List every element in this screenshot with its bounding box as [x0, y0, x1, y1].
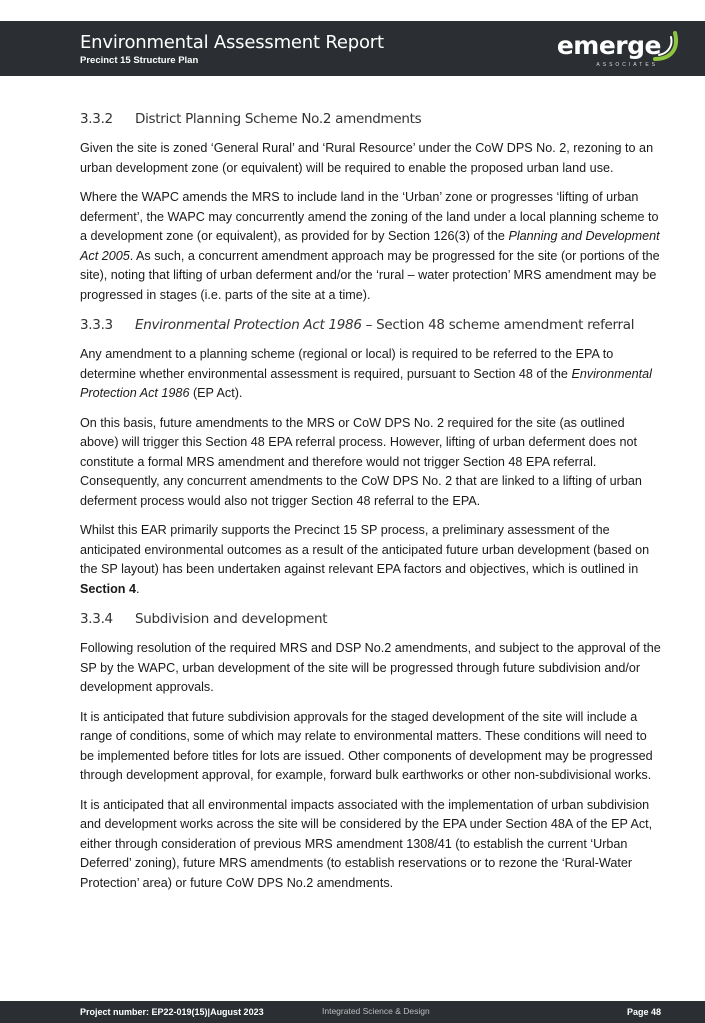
text-run: Any amendment to a planning scheme (regional or local) is required to be referred to the EPA to determine whether environmental assessment is required, pursuant to Section 48 of the: [80, 347, 614, 381]
text-run: – Section 48 scheme amendment referral: [361, 317, 635, 333]
section-title: District Planning Scheme No.2 amendments: [135, 111, 422, 127]
paragraph: [80, 345, 662, 404]
text-run: .: [136, 581, 140, 596]
paragraph: [80, 188, 662, 305]
act-citation: Planning and Development Act 2005: [80, 229, 660, 263]
report-body: [80, 106, 662, 893]
project-number: Project number: EP22-019(15)|August 2023: [80, 1007, 264, 1017]
page-number: Page 48: [626, 1007, 661, 1017]
emerge-logo: [556, 29, 689, 69]
section-heading-3-3-4: [80, 608, 662, 630]
logo-swoosh-icon: [649, 29, 683, 65]
paragraph: It is anticipated that all environmental impacts associated with the implementation of urban subdivision and development works across the site will be considered by the EPA under Section 48A of the EP Act, either through consideration of previous MRS amendment 1308/41 (to establish the current ‘Urban Deferred’ zoning), future MRS amendments (to establish reservations or to rezone the ‘Rural-Water Protection’ area) or future CoW DPS No.2 amendments.: [80, 797, 653, 890]
section-heading-3-3-3: [80, 314, 662, 336]
footer-tagline: Integrated Science & Design: [322, 1006, 430, 1016]
section-reference: Section 4: [80, 581, 136, 596]
paragraph: [80, 521, 662, 599]
page-footer: [0, 1001, 705, 1023]
act-citation: Environmental Protection Act 1986: [80, 366, 652, 400]
section-number: 3.3.2: [80, 111, 113, 127]
paragraph: Following resolution of the required MRS and DSP No.2 amendments, and subject to the approval of the SP by the WAPC, urban development of the site will be progressed through future subdivision and/or development approvals.: [80, 641, 661, 694]
text-run: Whilst this EAR primarily supports the Precinct 15 SP process, a preliminary assessment of the anticipated environmental outcomes as a result of the anticipated future urban development (based on the SP layout) has been undertaken against relevant EPA factors and objectives, which is outlined in: [80, 523, 650, 576]
section-number: 3.3.4: [80, 611, 113, 627]
logo-tagline: ASSOCIATES: [596, 62, 658, 68]
report-title: Environmental Assessment Report: [80, 32, 384, 53]
text-run: (EP Act).: [189, 386, 243, 400]
page-header: [0, 21, 705, 76]
paragraph: It is anticipated that future subdivision approvals for the staged development of the site will include a range of conditions, some of which may relate to environmental matters. These conditions will need to be implemented before titles for lots are issued. Other components of development may be progressed through development approval, for example, forward bulk earthworks or other non-subdivisional works.: [80, 709, 653, 782]
text-run: . As such, a concurrent amendment approach may be progressed for the site (or portions of the site), noting that lifting of urban deferment and/or the ‘rural – water protection’ MRS amendment may be progressed in stages (i.e. parts of the site at a time).: [80, 248, 660, 302]
section-number: 3.3.3: [80, 317, 113, 333]
text-run: Where the WAPC amends the MRS to include land in the ‘Urban’ zone or progresses ‘lifting of urban deferment’, the WAPC may concurrently amend the zoning of the land under a local planning scheme to a development zone (or equivalent), as provided for by Section 126(3) of the: [80, 190, 659, 243]
report-subtitle: Precinct 15 Structure Plan: [80, 55, 199, 66]
act-citation: Environmental Protection Act 1986: [135, 317, 362, 333]
logo-wordmark: emerge: [556, 31, 661, 60]
paragraph: On this basis, future amendments to the MRS or CoW DPS No. 2 required for the site (as outlined above) will trigger this Section 48 EPA referral process. However, lifting of urban deferment does not constitute a formal MRS amendment and therefore would not trigger Section 48 EPA referral. Consequently, any concurrent amendments to the CoW DPS No. 2 that are linked to a lifting of urban deferment process would also not trigger Section 48 referral to the EPA.: [80, 415, 642, 508]
section-title: [135, 314, 634, 336]
section-title: Subdivision and development: [135, 611, 328, 627]
section-heading-3-3-2: [80, 108, 662, 130]
paragraph: Given the site is zoned ‘General Rural’ and ‘Rural Resource’ under the CoW DPS No. 2, rezoning to an urban development zone (or equivalent) will be required to enable the proposed urban land use.: [80, 141, 654, 175]
